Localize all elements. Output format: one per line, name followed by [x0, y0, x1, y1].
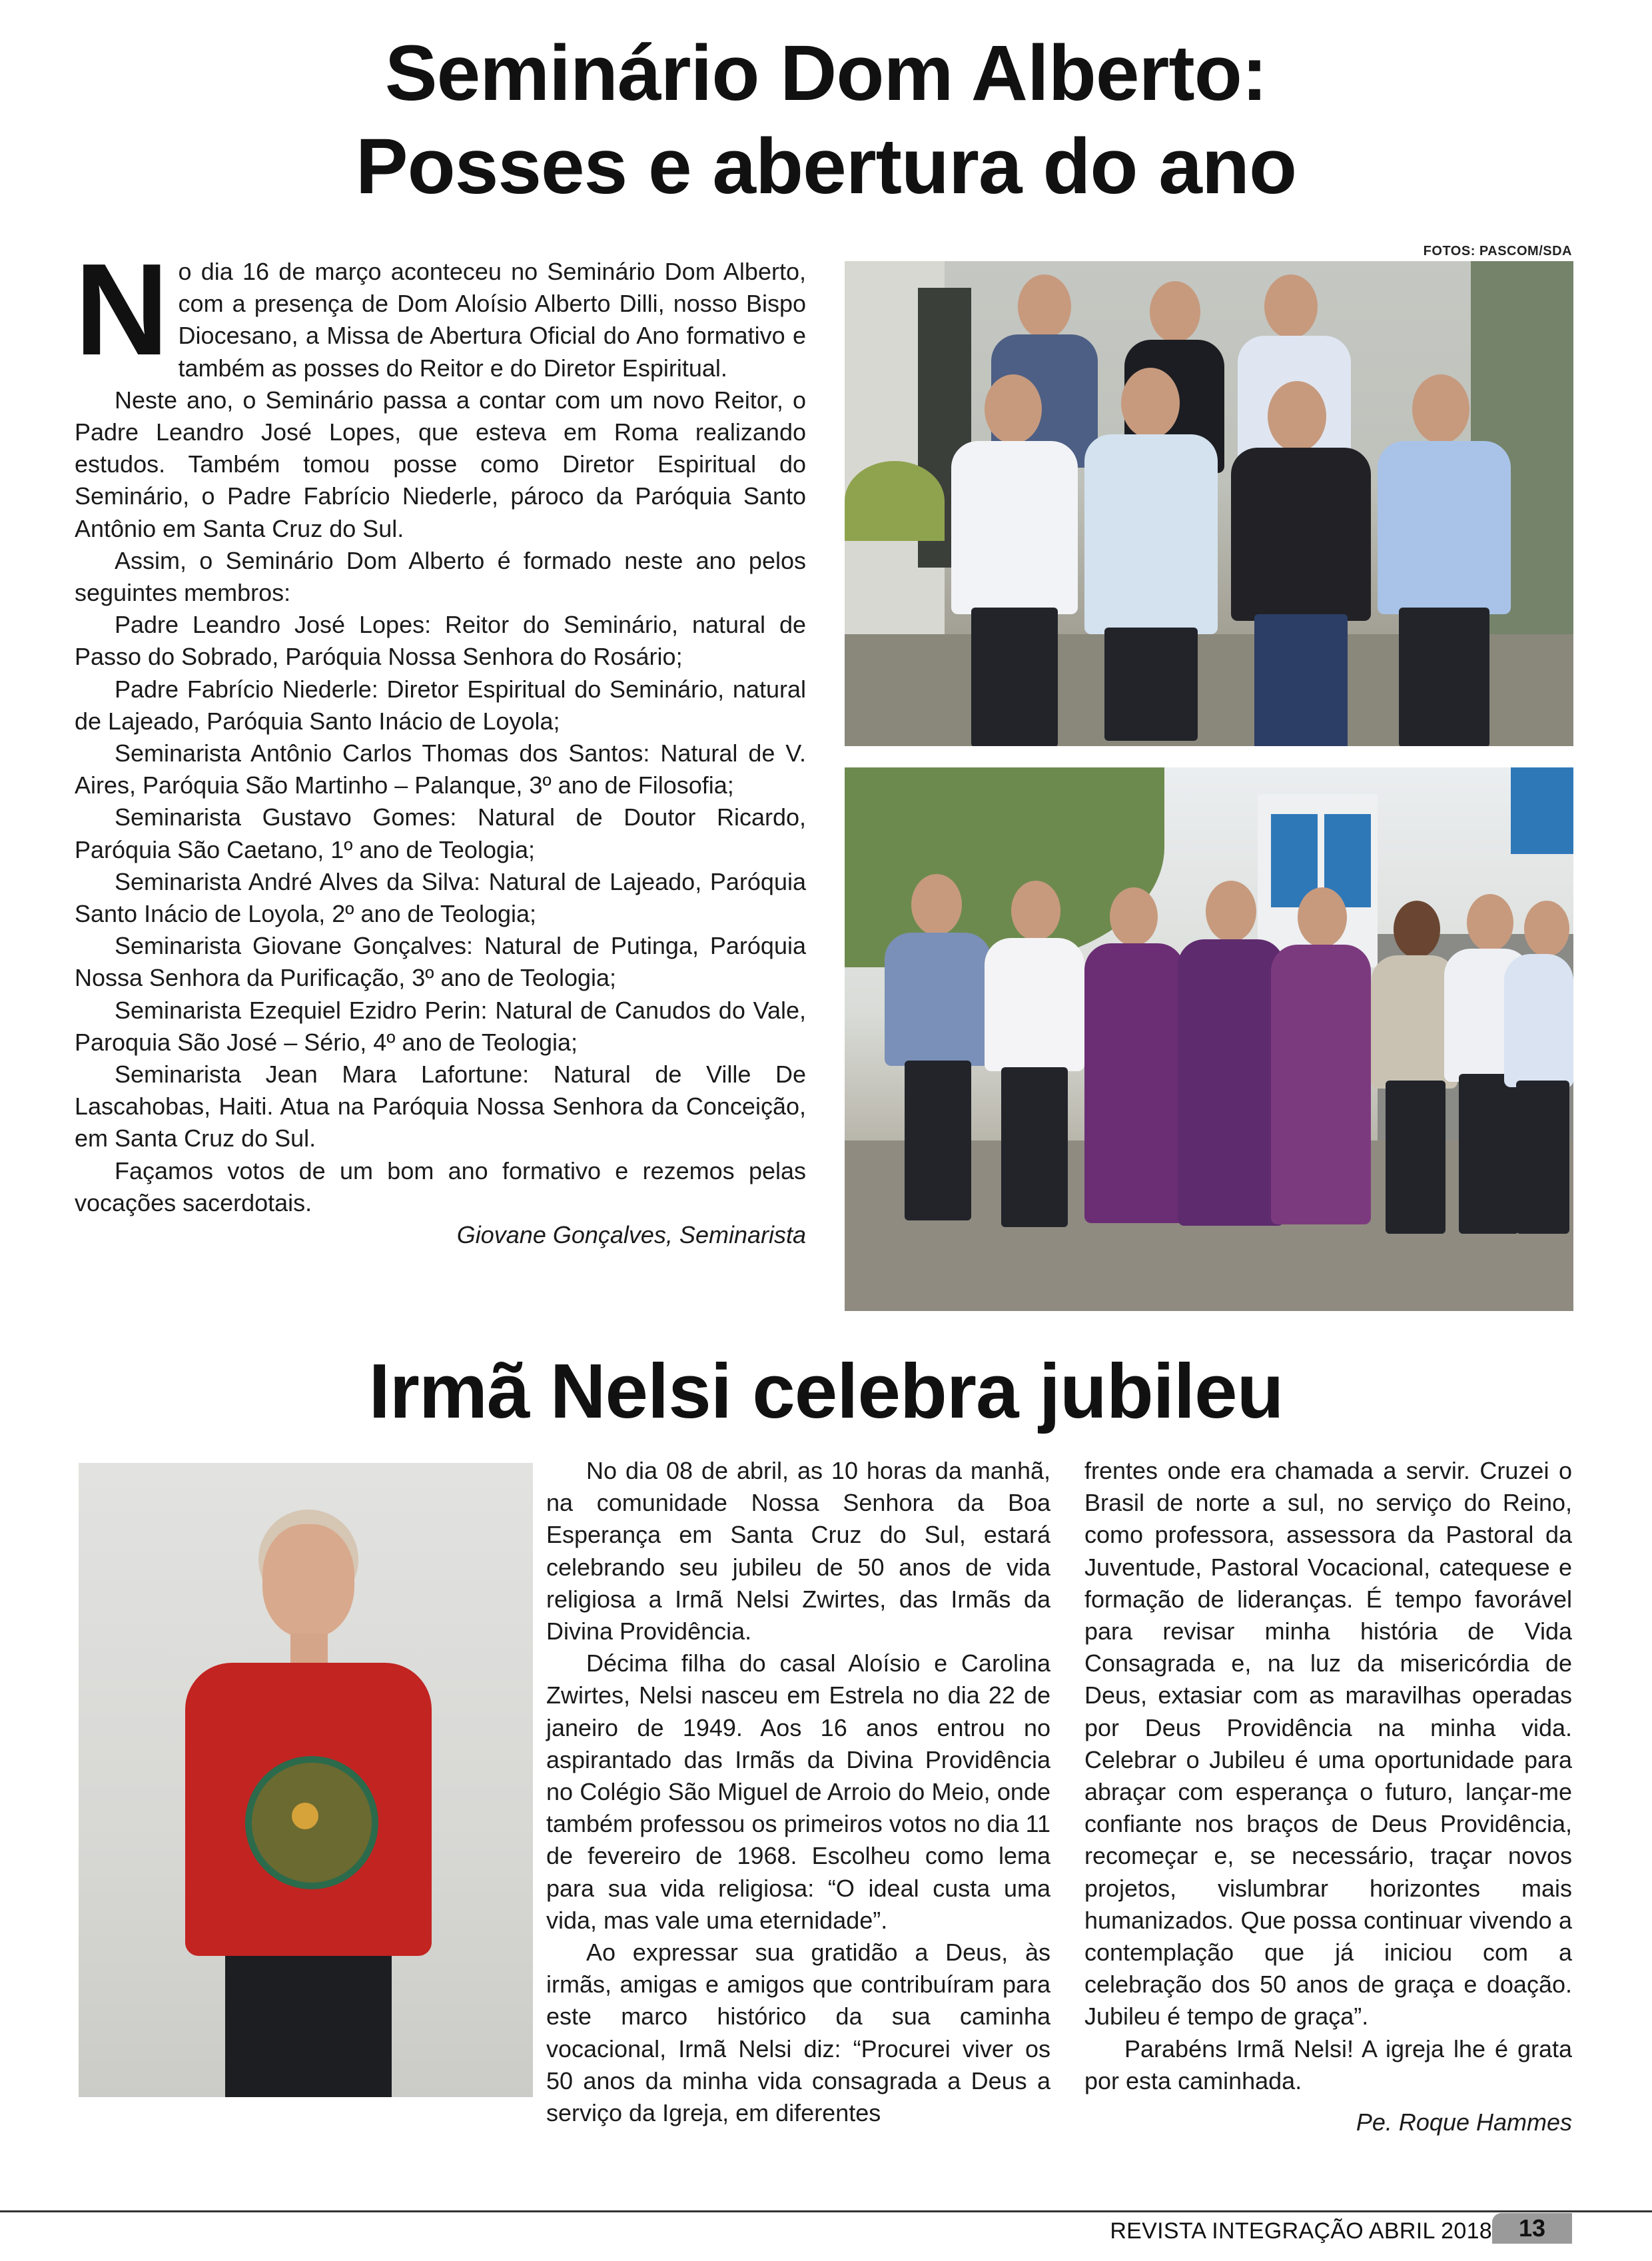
group-photo-courtyard — [845, 767, 1573, 1311]
publication-name: REVISTA INTEGRAÇÃO ABRIL 2018 — [1110, 2218, 1492, 2244]
article1-paragraph: Assim, o Seminário Dom Alberto é formado neste ano pelos seguintes membros: — [75, 546, 806, 607]
member-entry: Seminarista Jean Mara Lafortune: Natural de Ville De Lascahobas, Haiti. Atua na Paróquia Nossa Senhora da Conceição, em Santa Cruz do Sul. — [75, 1061, 806, 1152]
article1-title-line2: Posses e abertura do ano — [355, 123, 1297, 211]
article1-title-line1: Seminário Dom Alberto: — [384, 29, 1268, 117]
member-entry: Seminarista Antônio Carlos Thomas dos Santos: Natural de V. Aires, Paróquia São Martinho – Palanque, 3º ano de Filosofia; — [75, 739, 806, 799]
article2-title: Irmã Nelsi celebra jubileu — [368, 1348, 1284, 1434]
member-entry: Padre Fabrício Niederle: Diretor Espiritual do Seminário, natural de Lajeado, Paróquia Santo Inácio de Loyola; — [75, 675, 806, 735]
page-number: 13 — [1492, 2213, 1572, 2244]
article1-signature: Giovane Gonçalves, Seminarista — [456, 1221, 806, 1249]
article2-paragraph: Parabéns Irmã Nelsi! A igreja lhe é grata por esta caminhada. — [1084, 2035, 1572, 2094]
article2-paragraph: Décima filha do casal Aloísio e Carolina Zwirtes, Nelsi nasceu em Estrela no dia 22 de janeiro de 1949. Aos 16 anos entrou no aspirantado das Irmãs da Divina Providência no Colégio São Miguel de Arroio do Meio, onde também professou os primeiros votos no dia 11 de fevereiro de 1968. Escolheu como lema para sua vida religiosa: “O ideal custa uma vida, mas vale uma eternidade”. — [546, 1649, 1050, 1934]
member-entry: Seminarista André Alves da Silva: Natural de Lajeado, Paróquia Santo Inácio de Loyola, 2º ano de Teologia; — [75, 867, 806, 928]
article1-paragraph: Façamos votos de um bom ano formativo e rezemos pelas vocações sacerdotais. — [75, 1156, 806, 1216]
article2-column-1 — [546, 1455, 1050, 2129]
member-entry: Seminarista Gustavo Gomes: Natural de Doutor Ricardo, Paróquia São Caetano, 1º ano de Teologia; — [75, 803, 806, 863]
article2-paragraph: Ao expressar sua gratidão a Deus, às irmãs, amigas e amigos que contribuíram para este marco histórico da sua caminha vocacional, Irmã Nelsi diz: “Procurei viver os 50 anos da minha vida consagrada a Deus a serviço da Igreja, em diferentes — [546, 1939, 1050, 2127]
article1-body — [75, 236, 806, 1251]
footer-rule — [0, 2210, 1652, 2212]
portrait-photo — [79, 1463, 533, 2097]
article1-paragraph: No dia 16 de março aconteceu no Seminário Dom Alberto, com a presença de Dom Aloísio Alberto Dilli, nosso Bispo Diocesano, a Missa de Abertura Oficial do Ano formativo e também as posses do Reitor e do Diretor Espiritual. — [75, 236, 806, 382]
drop-cap: N — [75, 236, 169, 382]
article2-paragraph: frentes onde era chamada a servir. Cruzei o Brasil de norte a sul, no serviço do Reino, como professora, assessora da Pastoral da Juventude, Pastoral Vocacional, catequese e formação de lideranças. É tempo favorável para revisar minha história de Vida Consagrada e, na luz da misericórdia de Deus, extasiar com as maravilhas operadas por Deus Providência na minha vida. Celebrar o Jubileu é uma oportunidade para abraçar com esperança o futuro, lançar-me confiante nos braços de Deus Providência, recomeçar e, se necessário, traçar novos projetos, vislumbrar horizontes mais humanizados. Que possa continuar vivendo a contemplação que já iniciou com a celebração dos 50 anos de graça e doação. Jubileu é tempo de graça”. — [1084, 1457, 1572, 2031]
article1-paragraph: Neste ano, o Seminário passa a contar com um novo Reitor, o Padre Leandro José Lopes, que esteva em Roma realizando estudos. Também tomou posse como Diretor Espiritual do Seminário, o Padre Fabrício Niederle, pároco da Paróquia Santo Antônio em Santa Cruz do Sul. — [75, 386, 806, 542]
member-entry: Padre Leandro José Lopes: Reitor do Seminário, natural de Passo do Sobrado, Paróquia Nossa Senhora do Rosário; — [75, 611, 806, 671]
article2-paragraph: No dia 08 de abril, as 10 horas da manhã, na comunidade Nossa Senhora da Boa Esperança em Santa Cruz do Sul, estará celebrando seu jubileu de 50 anos de vida religiosa a Irmã Nelsi Zwirtes, das Irmãs da Divina Providência. — [546, 1457, 1050, 1645]
member-entry: Seminarista Ezequiel Ezidro Perin: Natural de Canudos do Vale, Paroquia São José – Sério, 4º ano de Teologia; — [75, 996, 806, 1056]
article2-signature: Pe. Roque Hammes — [1356, 2108, 1572, 2136]
article2-column-2 — [1084, 1455, 1572, 2138]
member-entry: Seminarista Giovane Gonçalves: Natural de Putinga, Paróquia Nossa Senhora da Purificação, 3º ano de Teologia; — [75, 932, 806, 992]
group-photo-outdoor — [845, 261, 1573, 746]
photo-credit: FOTOS: PASCOM/SDA — [1423, 244, 1572, 258]
